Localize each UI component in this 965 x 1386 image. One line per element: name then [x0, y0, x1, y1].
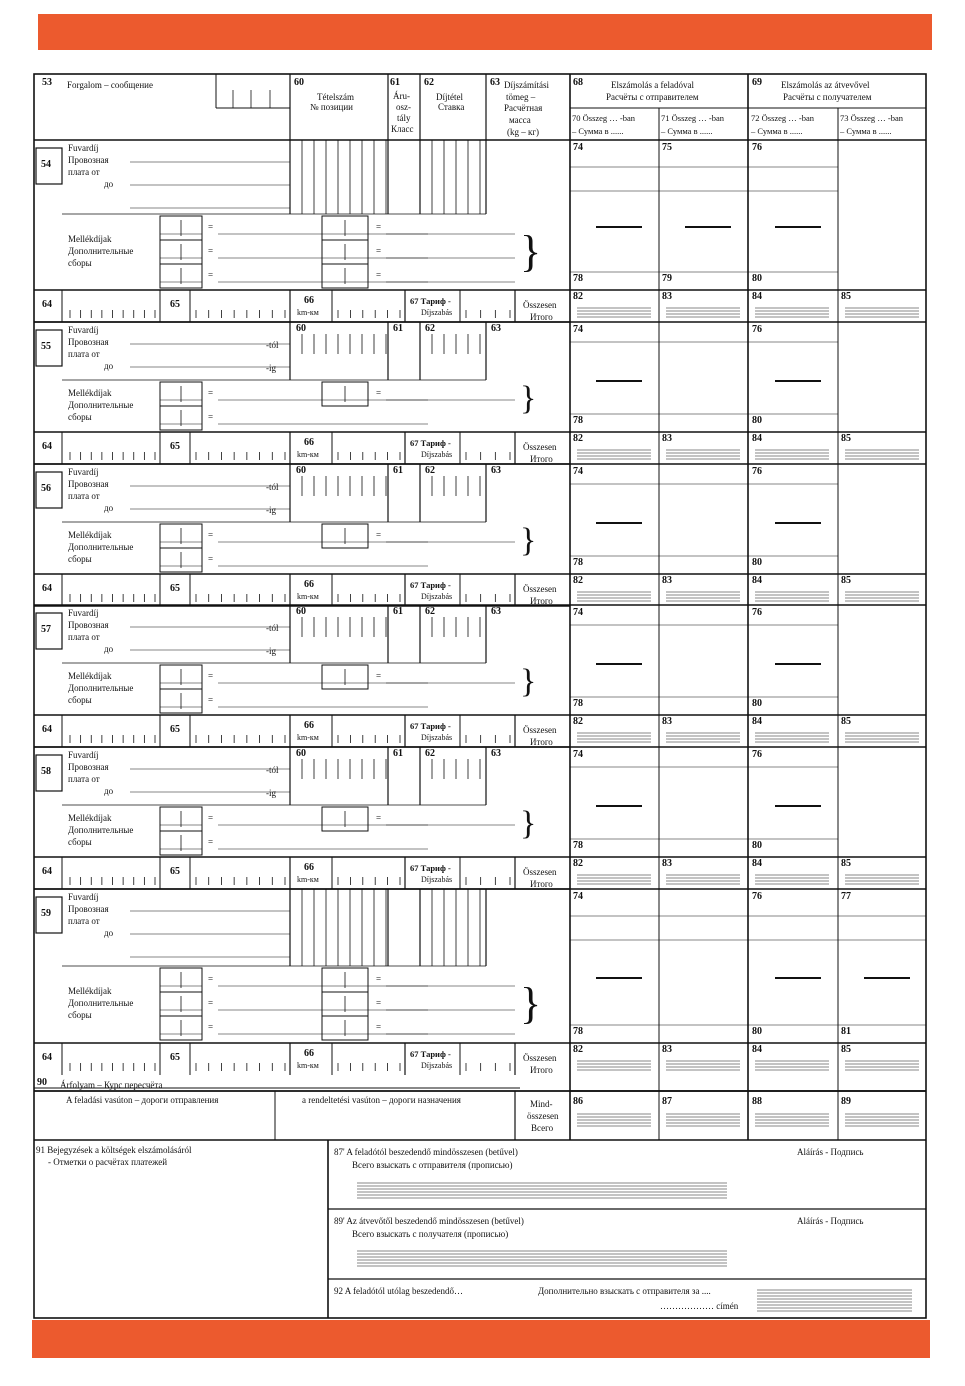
freight-charge-label-ru-54: Провозная — [68, 155, 109, 165]
field-60-label-ru: № позиции — [310, 102, 353, 112]
f76-56: 76 — [752, 466, 762, 477]
f65-row1: 65 — [170, 441, 180, 452]
f74-55: 74 — [573, 324, 583, 335]
f66-row5: 66 — [304, 1048, 314, 1059]
f85-row5: 85 — [841, 1044, 851, 1055]
field-60-number: 60 — [294, 77, 304, 88]
kmkm-row2: km-км — [297, 592, 319, 601]
freight-charge-label-57: Fuvardíj — [68, 608, 99, 618]
total-label-row3: Összesen — [523, 725, 557, 735]
eq-sign2-55-0: = — [376, 388, 382, 398]
f78-56: 78 — [573, 557, 583, 568]
total-label-row4: Összesen — [523, 867, 557, 877]
eq-sign-59-1: = — [208, 998, 214, 1008]
f77-59: 77 — [841, 891, 851, 902]
eq-sign-56-1: = — [208, 554, 214, 564]
f78-59: 78 — [573, 1026, 583, 1037]
freight-charge-label-ru-58: Провозная — [68, 762, 109, 772]
field-62-label-ru: Ставка — [438, 102, 465, 112]
field-92-cimen: ……………… címén — [660, 1301, 739, 1311]
extra-charges-label-ru2-54: сборы — [68, 258, 92, 268]
f66-row0: 66 — [304, 295, 314, 306]
f65-row4: 65 — [170, 866, 180, 877]
to-suffix-56: -ig — [266, 505, 276, 515]
f67-row5: 67 Тариф - — [410, 1049, 451, 1059]
field-53-number: 53 — [42, 77, 52, 88]
kmkm-row4: km-км — [297, 875, 319, 884]
freight-charge-label-ru-57: Провозная — [68, 620, 109, 630]
sec58-col61: 61 — [393, 748, 403, 759]
sec55-col61: 61 — [393, 323, 403, 334]
f66-row2: 66 — [304, 579, 314, 590]
f83-row3: 83 — [662, 716, 672, 727]
f78-55: 78 — [573, 415, 583, 426]
destination-railway-label: a rendeltetési vasúton – дороги назначения — [302, 1095, 461, 1105]
f80-58: 80 — [752, 840, 762, 851]
extra-charges-label-ru2-57: сборы — [68, 695, 92, 705]
f80-55: 80 — [752, 415, 762, 426]
signature-label-2: Aláírás - Подпись — [797, 1216, 864, 1226]
field-63-l1: Díjszámítási — [504, 80, 549, 90]
field-63-l5: (kg – кг) — [507, 127, 540, 137]
eq-sign2-59-0: = — [376, 974, 382, 984]
f67-row0: 67 Тариф - — [410, 296, 451, 306]
f85-row3: 85 — [841, 716, 851, 727]
freight-to-label-59: до — [104, 928, 114, 938]
field-90-label: Árfolyam – Курс пересчёта — [60, 1080, 163, 1090]
f83-row0: 83 — [662, 291, 672, 302]
eq-sign-54-2: = — [208, 270, 214, 280]
extra-charges-label-ru2-58: сборы — [68, 837, 92, 847]
total-label-ru-row5: Итого — [530, 1065, 553, 1075]
from-suffix-55: -tól — [266, 340, 279, 350]
f82-row4: 82 — [573, 858, 583, 869]
f82-row5: 82 — [573, 1044, 583, 1055]
total-label-row1: Összesen — [523, 442, 557, 452]
field-53-label: Forgalom – сообщение — [67, 80, 153, 90]
f76-57: 76 — [752, 607, 762, 618]
freight-from-label-56: плата от — [68, 491, 100, 501]
f65-row5: 65 — [170, 1052, 180, 1063]
f81-59: 81 — [841, 1026, 851, 1037]
f74-58: 74 — [573, 749, 583, 760]
f66-row3: 66 — [304, 720, 314, 731]
eq-sign2-58-0: = — [376, 813, 382, 823]
f83-row1: 83 — [662, 433, 672, 444]
freight-from-label-54: плата от — [68, 167, 100, 177]
total-label-row2: Összesen — [523, 584, 557, 594]
section-55-number: 55 — [41, 341, 51, 352]
field-63-number: 63 — [490, 77, 500, 88]
field-73-label: 73 Összeg … -ban — [840, 113, 904, 123]
f85-row4: 85 — [841, 858, 851, 869]
sec55-col60: 60 — [296, 323, 306, 334]
eq-sign2-56-0: = — [376, 530, 382, 540]
brace-54: } — [520, 227, 542, 276]
sec57-col62: 62 — [425, 606, 435, 617]
section-58-number: 58 — [41, 766, 51, 777]
dijszabas-row0: Díjszabás — [421, 308, 453, 317]
field-72-label: 72 Összeg … -ban — [751, 113, 815, 123]
field-69-label-ru: Расчёты с получателем — [783, 92, 872, 102]
field-61-number: 61 — [390, 77, 400, 88]
extra-charges-label-ru-54: Дополнительные — [68, 246, 134, 256]
eq-sign-59-2: = — [208, 1022, 214, 1032]
freight-charge-label-ru-55: Провозная — [68, 337, 109, 347]
field-63-l3: Расчётная — [504, 103, 543, 113]
f82-row1: 82 — [573, 433, 583, 444]
brace-56: } — [520, 522, 537, 559]
field-70-label: 70 Összeg … -ban — [572, 113, 636, 123]
f67-row1: 67 Тариф - — [410, 438, 451, 448]
f74-54: 74 — [573, 142, 583, 153]
freight-charge-label-ru-59: Провозная — [68, 904, 109, 914]
f80-57: 80 — [752, 698, 762, 709]
dijszabas-row3: Díjszabás — [421, 733, 453, 742]
f78-54: 78 — [573, 273, 583, 284]
dijszabas-row4: Díjszabás — [421, 875, 453, 884]
field-91-label-ru: - Отметки о расчётах платежей — [48, 1157, 168, 1167]
brace-55: } — [520, 380, 537, 417]
f64-row5: 64 — [42, 1052, 52, 1063]
field-86-number: 86 — [573, 1096, 583, 1107]
grand-total-label-2: összesen — [527, 1111, 559, 1121]
field-61-l1: Áru- — [393, 91, 410, 101]
f76-58: 76 — [752, 749, 762, 760]
f64-row0: 64 — [42, 299, 52, 310]
f67-row3: 67 Тариф - — [410, 721, 451, 731]
sec57-col60: 60 — [296, 606, 306, 617]
f84-row2: 84 — [752, 575, 762, 586]
eq-sign2-57-0: = — [376, 671, 382, 681]
eq-sign-55-0: = — [208, 388, 214, 398]
extra-charges-label-ru-55: Дополнительные — [68, 400, 134, 410]
sec57-col63: 63 — [491, 606, 501, 617]
to-suffix-58: -ig — [266, 788, 276, 798]
f82-row2: 82 — [573, 575, 583, 586]
eq-sign-56-0: = — [208, 530, 214, 540]
sec58-col62: 62 — [425, 748, 435, 759]
freight-from-label-55: плата от — [68, 349, 100, 359]
freight-charge-label-55: Fuvardíj — [68, 325, 99, 335]
f65-row0: 65 — [170, 299, 180, 310]
f84-row4: 84 — [752, 858, 762, 869]
f76-54: 76 — [752, 142, 762, 153]
field-69-label: Elszámolás az átvevővel — [781, 80, 870, 90]
grand-total-label-1: Mind- — [530, 1099, 553, 1109]
sec57-col61: 61 — [393, 606, 403, 617]
freight-charge-label-ru-56: Провозная — [68, 479, 109, 489]
sec58-col63: 63 — [491, 748, 501, 759]
section-56-number: 56 — [41, 483, 51, 494]
f84-row3: 84 — [752, 716, 762, 727]
field-87-number: 87 — [662, 1096, 672, 1107]
total-label-row0: Összesen — [523, 300, 557, 310]
f80-59: 80 — [752, 1026, 762, 1037]
extra-charges-label-ru2-56: сборы — [68, 554, 92, 564]
field-70-sub: – Сумма в ...... — [572, 126, 624, 136]
freight-to-label-57: до — [104, 644, 114, 654]
sec56-col61: 61 — [393, 465, 403, 476]
f85-row0: 85 — [841, 291, 851, 302]
field-71-label: 71 Összeg … -ban — [661, 113, 725, 123]
eq-sign-55-1: = — [208, 412, 214, 422]
eq-sign-54-1: = — [208, 246, 214, 256]
field-89-number: 89 — [841, 1096, 851, 1107]
f85-row2: 85 — [841, 575, 851, 586]
eq-sign-58-1: = — [208, 837, 214, 847]
f74-59: 74 — [573, 891, 583, 902]
field-72-sub: – Сумма в ...... — [751, 126, 803, 136]
brace-57: } — [520, 663, 537, 700]
f82-row3: 82 — [573, 716, 583, 727]
total-label-ru-row3: Итого — [530, 737, 553, 747]
eq-sign2-54-1: = — [376, 246, 382, 256]
departure-railway-label: A feladási vasúton – дороги отправления — [66, 1095, 219, 1105]
kmkm-row3: km-км — [297, 733, 319, 742]
kmkm-row5: km-км — [297, 1061, 319, 1070]
field-69-number: 69 — [752, 77, 762, 88]
eq-sign2-54-0: = — [376, 222, 382, 232]
f80-56: 80 — [752, 557, 762, 568]
field-91-label: 91 Bejegyzések a költségek elszámolásáról — [36, 1145, 192, 1155]
section-59-number: 59 — [41, 908, 51, 919]
field-90-number: 90 — [37, 1077, 47, 1088]
field-92-label-ru: Дополнительно взыскать с отправителя за .... — [538, 1286, 711, 1296]
section-57-number: 57 — [41, 624, 51, 635]
f85-row1: 85 — [841, 433, 851, 444]
field-68-label: Elszámolás a feladóval — [611, 80, 694, 90]
dijszabas-row1: Díjszabás — [421, 450, 453, 459]
freight-to-label-58: до — [104, 786, 114, 796]
dijszabas-row2: Díjszabás — [421, 592, 453, 601]
field-88-number: 88 — [752, 1096, 762, 1107]
brace-58: } — [520, 805, 537, 842]
f79-54: 79 — [662, 273, 672, 284]
freight-charge-label-54: Fuvardíj — [68, 143, 99, 153]
eq-sign-54-0: = — [208, 222, 214, 232]
field-63-l2: tömeg – — [506, 92, 536, 102]
field-73-sub: – Сумма в ...... — [840, 126, 892, 136]
f74-57: 74 — [573, 607, 583, 618]
freight-from-label-58: плата от — [68, 774, 100, 784]
sec55-col63: 63 — [491, 323, 501, 334]
sec56-col63: 63 — [491, 465, 501, 476]
field-61-l4: Класс — [391, 124, 414, 134]
kmkm-row1: km-км — [297, 450, 319, 459]
f67-row2: 67 Тариф - — [410, 580, 451, 590]
eq-sign-59-0: = — [208, 974, 214, 984]
extra-charges-label-ru-59: Дополнительные — [68, 998, 134, 1008]
eq-sign-57-0: = — [208, 671, 214, 681]
f67-row4: 67 Тариф - — [410, 863, 451, 873]
f65-row2: 65 — [170, 583, 180, 594]
field-61-l3: tály — [397, 113, 411, 123]
total-label-ru-row0: Итого — [530, 312, 553, 322]
field-68-label-ru: Расчёты с отправителем — [606, 92, 699, 102]
field-92-label: 92 A feladótól utólag beszedendő… — [334, 1286, 463, 1296]
f84-row0: 84 — [752, 291, 762, 302]
extra-charges-label-59: Mellékdíjak — [68, 986, 112, 996]
freight-from-label-59: плата от — [68, 916, 100, 926]
f84-row5: 84 — [752, 1044, 762, 1055]
f66-row1: 66 — [304, 437, 314, 448]
f75-54: 75 — [662, 142, 672, 153]
field-63-l4: масса — [509, 115, 531, 125]
f82-row0: 82 — [573, 291, 583, 302]
extra-charges-label-57: Mellékdíjak — [68, 671, 112, 681]
to-suffix-57: -ig — [266, 646, 276, 656]
signature-label-1: Aláírás - Подпись — [797, 1147, 864, 1157]
sec58-col60: 60 — [296, 748, 306, 759]
field-71-sub: – Сумма в ...... — [661, 126, 713, 136]
sec55-col62: 62 — [425, 323, 435, 334]
freight-charge-label-59: Fuvardíj — [68, 892, 99, 902]
extra-charges-label-58: Mellékdíjak — [68, 813, 112, 823]
f78-57: 78 — [573, 698, 583, 709]
f78-58: 78 — [573, 840, 583, 851]
field-87-sum-label-ru: Всего взыскать с отправителя (прописью) — [352, 1160, 513, 1170]
sec56-col60: 60 — [296, 465, 306, 476]
field-87-sum-label: 87' A feladótól beszedendő mindösszesen (betűvel) — [334, 1147, 518, 1157]
f64-row3: 64 — [42, 724, 52, 735]
f64-row1: 64 — [42, 441, 52, 452]
field-89-sum-label-ru: Всего взыскать с получателя (прописью) — [352, 1229, 509, 1239]
extra-charges-label-ru-56: Дополнительные — [68, 542, 134, 552]
f80-54: 80 — [752, 273, 762, 284]
extra-charges-label-ru-58: Дополнительные — [68, 825, 134, 835]
field-61-l2: osz- — [396, 102, 411, 112]
brace-59: } — [520, 979, 542, 1028]
from-suffix-58: -tól — [266, 765, 279, 775]
freight-charge-label-58: Fuvardíj — [68, 750, 99, 760]
f84-row1: 84 — [752, 433, 762, 444]
eq-sign2-54-2: = — [376, 270, 382, 280]
f76-55: 76 — [752, 324, 762, 335]
total-label-ru-row1: Итого — [530, 454, 553, 464]
f66-row4: 66 — [304, 862, 314, 873]
freight-to-label-56: до — [104, 503, 114, 513]
field-60-label: Tételszám — [317, 92, 354, 102]
total-label-row5: Összesen — [523, 1053, 557, 1063]
freight-to-label-55: до — [104, 361, 114, 371]
freight-from-label-57: плата от — [68, 632, 100, 642]
sec56-col62: 62 — [425, 465, 435, 476]
extra-charges-label-ru2-55: сборы — [68, 412, 92, 422]
section-54-number: 54 — [41, 159, 51, 170]
extra-charges-label-54: Mellékdíjak — [68, 234, 112, 244]
f74-56: 74 — [573, 466, 583, 477]
field-68-number: 68 — [573, 77, 583, 88]
to-suffix-55: -ig — [266, 363, 276, 373]
kmkm-row0: km-км — [297, 308, 319, 317]
total-label-ru-row4: Итого — [530, 879, 553, 889]
extra-charges-label-55: Mellékdíjak — [68, 388, 112, 398]
f83-row5: 83 — [662, 1044, 672, 1055]
from-suffix-56: -tól — [266, 482, 279, 492]
dijszabas-row5: Díjszabás — [421, 1061, 453, 1070]
f64-row2: 64 — [42, 583, 52, 594]
extra-charges-label-56: Mellékdíjak — [68, 530, 112, 540]
extra-charges-label-ru-57: Дополнительные — [68, 683, 134, 693]
field-89-sum-label: 89' Az átvevőtől beszedendő mindösszesen (betűvel) — [334, 1216, 524, 1226]
eq-sign2-59-1: = — [376, 998, 382, 1008]
f76-59: 76 — [752, 891, 762, 902]
field-62-number: 62 — [424, 77, 434, 88]
field-62-label: Díjtétel — [436, 92, 463, 102]
grand-total-label-ru: Всего — [531, 1123, 554, 1133]
freight-to-label-54: до — [104, 179, 114, 189]
eq-sign-57-1: = — [208, 695, 214, 705]
f65-row3: 65 — [170, 724, 180, 735]
f83-row2: 83 — [662, 575, 672, 586]
eq-sign-58-0: = — [208, 813, 214, 823]
freight-charge-label-56: Fuvardíj — [68, 467, 99, 477]
from-suffix-57: -tól — [266, 623, 279, 633]
extra-charges-label-ru2-59: сборы — [68, 1010, 92, 1020]
f64-row4: 64 — [42, 866, 52, 877]
f83-row4: 83 — [662, 858, 672, 869]
eq-sign2-59-2: = — [376, 1022, 382, 1032]
total-label-ru-row2: Итого — [530, 596, 553, 606]
